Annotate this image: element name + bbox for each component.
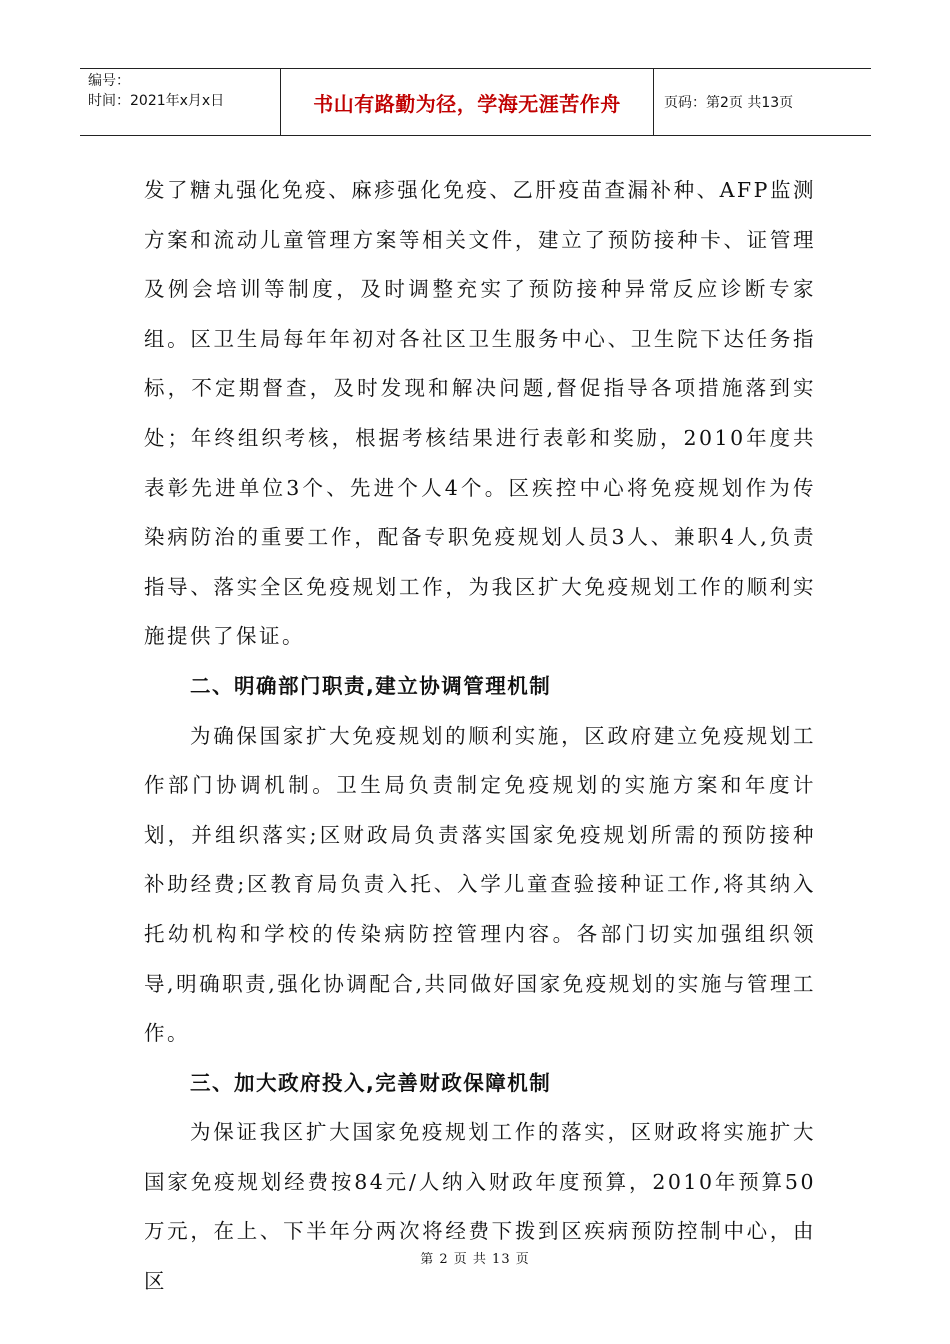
time-label: 时间：2021年x月x日 xyxy=(88,93,225,109)
section-heading-3: 三、加大政府投入,完善财政保障机制 xyxy=(190,1070,552,1095)
page-footer: 第 2 页 共 13 页 xyxy=(420,1252,530,1267)
section-heading-2: 二、明确部门职责,建立协调管理机制 xyxy=(190,673,552,698)
document-header xyxy=(80,68,871,136)
number-label: 编号： xyxy=(88,73,130,89)
body-paragraph: 发了糖丸强化免疫、麻疹强化免疫、乙肝疫苗查漏补种、AFP监测方案和流动儿童管理方案等相关文件，建立了预防接种卡、证管理及例会培训等制度，及时调整充实了预防接种异常反应诊断专家组。区卫生局每年年初对各社区卫生服务中心、卫生院下达任务指标，不定期督查，及时发现和解决问题,督促指导各项措施落到实处；年终组织考核，根据考核结果进行表彰和奖励，2010年度共表彰先进单位3个、先进个人4个。区疾控中心将免疫规划作为传染病防治的重要工作，配备专职免疫规划人员3人、兼职4人,负责指导、落实全区免疫规划工作，为我区扩大免疫规划工作的顺利实施提供了保证。 xyxy=(144,178,816,649)
header-motto: 书山有路勤为径，学海无涯苦作舟 xyxy=(280,69,654,135)
header-page-info: 页码：第2页 共13页 xyxy=(664,95,794,111)
header-meta xyxy=(80,69,280,135)
section-body-2: 为确保国家扩大免疫规划的顺利实施，区政府建立免疫规划工作部门协调机制。卫生局负责制定免疫规划的实施方案和年度计划，并组织落实;区财政局负责落实国家免疫规划所需的预防接种补助经费;区教育局负责入托、入学儿童查验接种证工作,将其纳入托幼机构和学校的传染病防控管理内容。各部门切实加强组织领导,明确职责,强化协调配合,共同做好国家免疫规划的实施与管理工作。 xyxy=(144,723,816,1046)
document-body xyxy=(144,166,816,1307)
section-body-3: 为保证我区扩大国家免疫规划工作的落实，区财政将实施扩大国家免疫规划经费按84元/人纳入财政年度预算，2010年预算50万元，在上、下半年分两次将经费下拨到区疾病预防控制中心，由区 xyxy=(144,1120,816,1294)
